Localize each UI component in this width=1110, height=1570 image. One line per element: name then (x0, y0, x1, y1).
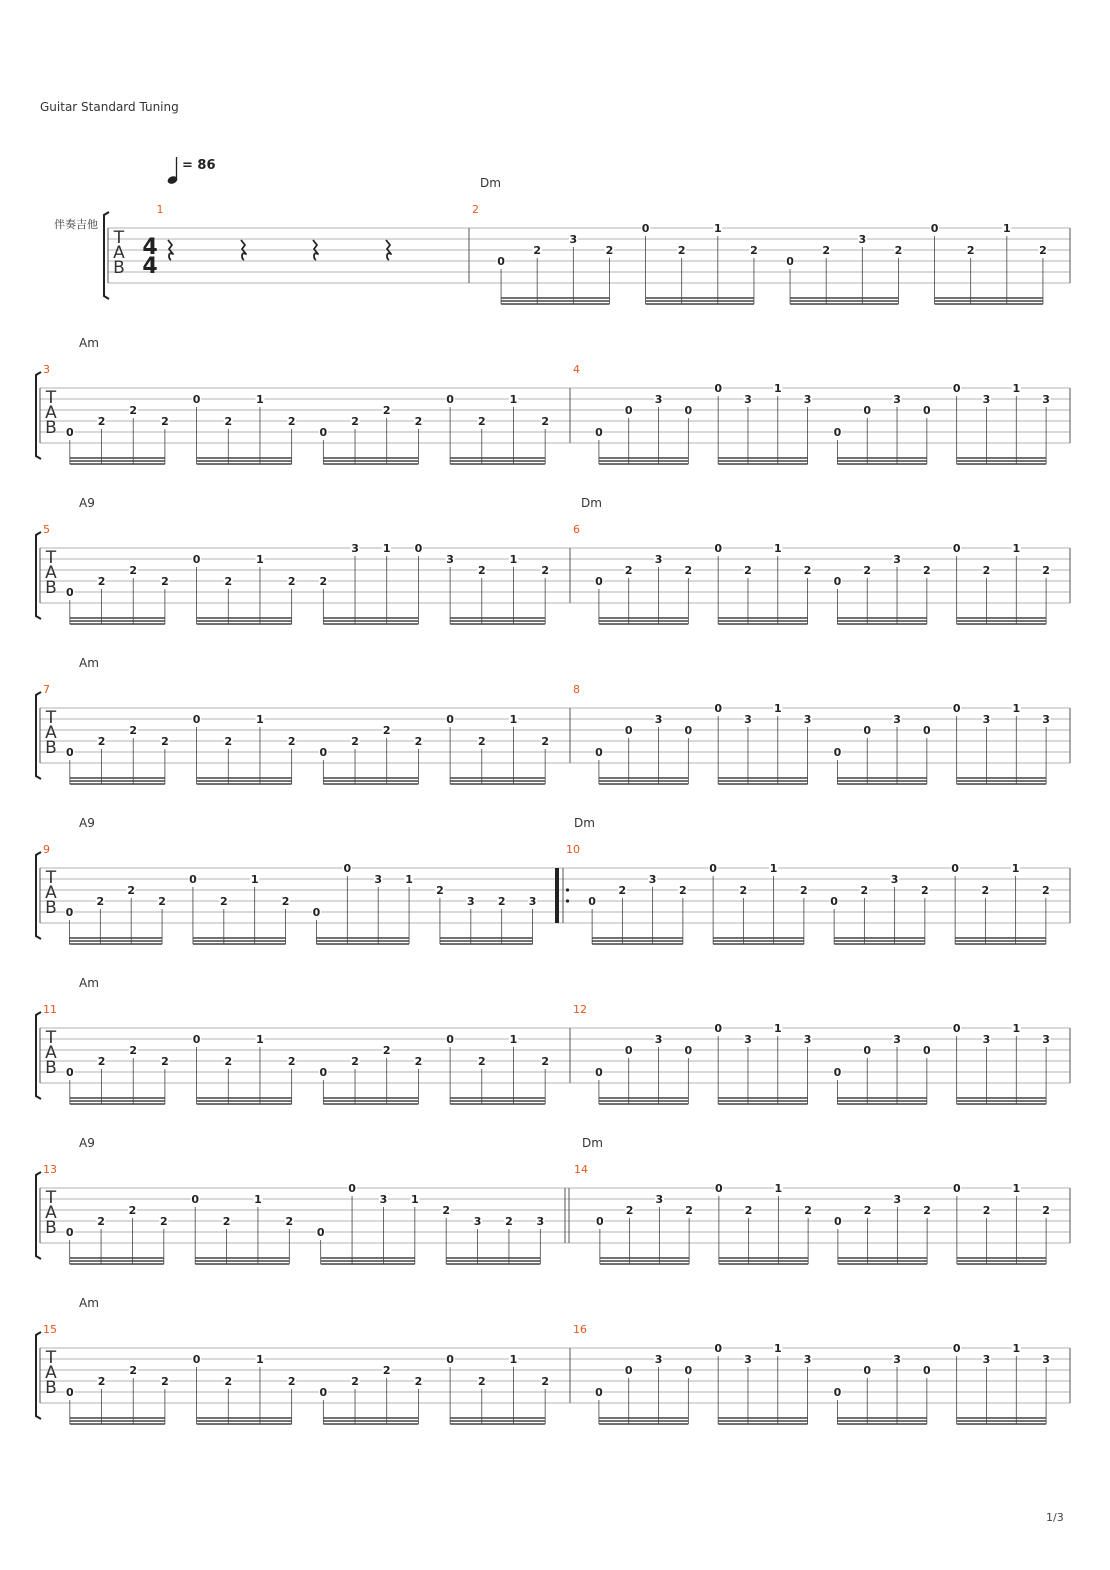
fret-number: 3 (569, 233, 578, 246)
fret-number: 1 (773, 1342, 782, 1355)
fret-number: 0 (497, 255, 505, 268)
fret-number: 2 (129, 724, 138, 737)
fret-number: 1 (1011, 862, 1020, 875)
chord-name: A9 (79, 1136, 95, 1150)
fret-number: 0 (923, 1364, 931, 1377)
fret-number: 3 (744, 1033, 752, 1046)
fret-number: 3 (446, 553, 454, 566)
fret-number: 3 (1042, 1033, 1050, 1046)
measure-number: 9 (43, 843, 50, 856)
measure-number: 13 (43, 1163, 57, 1176)
tab-clef-letter: A (45, 1203, 57, 1223)
fret-number: 0 (595, 575, 603, 588)
fret-number: 0 (923, 1044, 931, 1057)
fret-number: 0 (192, 393, 201, 406)
fret-number: 3 (1042, 393, 1050, 406)
fret-number: 1 (773, 542, 782, 555)
fret-number: 3 (536, 1215, 545, 1228)
fret-number: 2 (982, 564, 991, 577)
fret-number: 2 (287, 575, 296, 588)
tab-clef-letter: A (45, 1043, 57, 1063)
tab-clef-letter: T (45, 1188, 57, 1208)
measure-number: 10 (566, 843, 580, 856)
fret-number: 0 (930, 222, 939, 235)
tuning-label: Guitar Standard Tuning (40, 100, 179, 114)
fret-number: 2 (685, 1204, 693, 1217)
tab-clef-letter: A (45, 1363, 57, 1383)
fret-number: 2 (863, 564, 872, 577)
fret-number: 3 (890, 873, 899, 886)
fret-number: 2 (497, 895, 506, 908)
fret-number: 3 (982, 713, 991, 726)
fret-number: 3 (654, 713, 663, 726)
tab-clef-letter: A (45, 563, 57, 583)
fret-number: 2 (625, 1204, 634, 1217)
fret-number: 2 (97, 575, 106, 588)
fret-number: 2 (351, 1055, 359, 1068)
fret-number: 0 (191, 1193, 200, 1206)
fret-number: 2 (224, 415, 233, 428)
fret-number: 2 (1039, 244, 1047, 257)
fret-number: 1 (250, 873, 259, 886)
chord-name: Am (79, 656, 99, 670)
fret-number: 0 (863, 1364, 872, 1377)
fret-number: 2 (677, 244, 686, 257)
fret-number: 2 (96, 895, 105, 908)
measure-number: 14 (574, 1163, 588, 1176)
fret-number: 3 (893, 1353, 901, 1366)
chord-name: Am (79, 336, 99, 350)
fret-number: 2 (161, 1055, 169, 1068)
fret-number: 2 (442, 1204, 451, 1217)
fret-number: 0 (952, 382, 961, 395)
fret-number: 2 (128, 1204, 137, 1217)
fret-number: 2 (224, 1055, 233, 1068)
fret-number: 2 (97, 1375, 106, 1388)
fret-number: 3 (982, 1033, 991, 1046)
fret-number: 3 (473, 1215, 482, 1228)
fret-number: 3 (893, 1033, 901, 1046)
fret-number: 2 (97, 735, 106, 748)
tab-clef-letter: T (45, 388, 57, 408)
fret-number: 2 (981, 884, 990, 897)
tab-clef-letter: T (45, 708, 57, 728)
fret-number: 0 (714, 1342, 722, 1355)
chord-name: A9 (79, 496, 95, 510)
fret-number: 0 (951, 862, 959, 875)
fret-number: 2 (129, 564, 138, 577)
fret-number: 2 (541, 1055, 549, 1068)
fret-number: 2 (618, 884, 627, 897)
fret-number: 2 (161, 1375, 169, 1388)
fret-number: 2 (477, 1055, 486, 1068)
fret-number: 2 (436, 884, 444, 897)
fret-number: 3 (528, 895, 537, 908)
tempo-value: = 86 (182, 158, 216, 173)
fret-number: 2 (744, 1204, 753, 1217)
fret-number: 2 (414, 415, 423, 428)
fret-number: 0 (192, 553, 201, 566)
fret-number: 2 (739, 884, 748, 897)
fret-number: 2 (414, 1055, 423, 1068)
fret-number: 2 (382, 724, 391, 737)
fret-number: 3 (1042, 1353, 1050, 1366)
tab-clef-letter: T (45, 868, 57, 888)
fret-number: 1 (382, 542, 391, 555)
fret-number: 0 (414, 542, 423, 555)
chord-name: Am (79, 976, 99, 990)
fret-number: 3 (379, 1193, 388, 1206)
fret-number: 0 (189, 873, 197, 886)
fret-number: 1 (1012, 1022, 1021, 1035)
fret-number: 2 (285, 1215, 294, 1228)
fret-number: 0 (66, 426, 74, 439)
tab-clef-letter: A (45, 723, 57, 743)
fret-number: 2 (129, 1044, 138, 1057)
fret-number: 2 (287, 735, 296, 748)
fret-number: 0 (595, 1386, 603, 1399)
fret-number: 0 (446, 713, 454, 726)
fret-number: 2 (224, 575, 233, 588)
fret-number: 2 (533, 244, 542, 257)
fret-number: 0 (319, 426, 328, 439)
fret-number: 3 (374, 873, 383, 886)
fret-number: 0 (446, 1353, 454, 1366)
fret-number: 2 (287, 1055, 296, 1068)
fret-number: 0 (595, 426, 603, 439)
fret-number: 2 (803, 564, 812, 577)
fret-number: 3 (803, 1033, 812, 1046)
fret-number: 0 (714, 382, 722, 395)
fret-number: 2 (541, 1375, 549, 1388)
fret-number: 1 (256, 393, 264, 406)
fret-number: 3 (803, 713, 812, 726)
fret-number: 3 (654, 553, 663, 566)
fret-number: 3 (744, 393, 752, 406)
fret-number: 0 (833, 575, 842, 588)
fret-number: 0 (923, 724, 931, 737)
fret-number: 0 (595, 1066, 603, 1079)
tab-clef-letter: B (45, 738, 57, 758)
fret-number: 3 (654, 393, 663, 406)
measure-number: 5 (43, 523, 50, 536)
tab-clef-letter: T (45, 548, 57, 568)
instrument-name: 伴奏吉他 (54, 218, 98, 231)
fret-number: 1 (1012, 382, 1021, 395)
fret-number: 0 (446, 1033, 454, 1046)
fret-number: 0 (834, 1215, 842, 1228)
fret-number: 1 (774, 1182, 783, 1195)
fret-number: 1 (509, 1033, 518, 1046)
fret-number: 2 (923, 564, 931, 577)
fret-number: 2 (477, 735, 486, 748)
fret-number: 1 (1002, 222, 1011, 235)
fret-number: 2 (161, 735, 169, 748)
fret-number: 1 (509, 1353, 518, 1366)
fret-number: 2 (351, 735, 359, 748)
measure-number: 7 (43, 683, 50, 696)
tab-clef-letter: T (45, 1028, 57, 1048)
page-number: 1/3 (1046, 1511, 1064, 1524)
fret-number: 0 (588, 895, 596, 908)
fret-number: 2 (351, 415, 359, 428)
fret-number: 3 (803, 393, 812, 406)
fret-number: 1 (405, 873, 413, 886)
fret-number: 0 (684, 724, 693, 737)
measure-number: 1 (156, 203, 164, 216)
fret-number: 0 (624, 1364, 633, 1377)
fret-number: 3 (1042, 713, 1050, 726)
fret-number: 2 (505, 1215, 513, 1228)
fret-number: 0 (863, 1044, 872, 1057)
tab-clef-letter: B (113, 258, 125, 278)
tab-clef-letter: B (45, 578, 57, 598)
measure-number: 2 (472, 203, 479, 216)
tab-clef-letter: A (113, 243, 125, 263)
fret-number: 0 (595, 746, 603, 759)
fret-number: 2 (97, 1055, 106, 1068)
fret-number: 2 (684, 564, 693, 577)
measure-number: 16 (573, 1323, 587, 1336)
fret-number: 2 (1042, 564, 1050, 577)
measure-number: 6 (573, 523, 580, 536)
fret-number: 2 (158, 895, 166, 908)
fret-number: 2 (382, 1364, 391, 1377)
fret-number: 0 (624, 1044, 633, 1057)
fret-number: 0 (833, 426, 842, 439)
fret-number: 0 (952, 1342, 961, 1355)
fret-number: 2 (414, 1375, 423, 1388)
measure-number: 8 (573, 683, 580, 696)
fret-number: 2 (224, 735, 233, 748)
fret-number: 0 (863, 404, 872, 417)
fret-number: 3 (654, 1033, 663, 1046)
fret-number: 0 (624, 724, 633, 737)
fret-number: 0 (192, 713, 201, 726)
fret-number: 2 (219, 895, 228, 908)
fret-number: 0 (684, 1044, 693, 1057)
measure-number: 4 (573, 363, 580, 376)
fret-number: 1 (773, 382, 782, 395)
fret-number: 2 (287, 1375, 296, 1388)
fret-number: 1 (256, 1033, 264, 1046)
tab-clef-letter: B (45, 1218, 57, 1238)
measure-number: 3 (43, 363, 50, 376)
fret-number: 0 (714, 702, 722, 715)
fret-number: 1 (410, 1193, 419, 1206)
fret-number: 2 (161, 415, 169, 428)
fret-number: 0 (316, 1226, 325, 1239)
tab-clef-letter: T (113, 228, 125, 248)
fret-number: 3 (982, 1353, 991, 1366)
fret-number: 3 (893, 393, 901, 406)
fret-number: 2 (1042, 884, 1050, 897)
measure-number: 12 (573, 1003, 587, 1016)
fret-number: 0 (952, 702, 961, 715)
fret-number: 2 (923, 1204, 931, 1217)
repeat-dot (566, 899, 569, 902)
fret-number: 2 (97, 1215, 105, 1228)
fret-number: 2 (541, 564, 549, 577)
fret-number: 2 (863, 1204, 872, 1217)
fret-number: 0 (714, 1022, 722, 1035)
fret-number: 0 (66, 746, 74, 759)
fret-number: 0 (343, 862, 352, 875)
fret-number: 0 (863, 724, 872, 737)
fret-number: 2 (982, 1204, 991, 1217)
tab-clef-letter: A (45, 883, 57, 903)
fret-number: 1 (1012, 702, 1021, 715)
fret-number: 0 (952, 542, 961, 555)
fret-number: 1 (256, 553, 264, 566)
fret-number: 1 (509, 393, 518, 406)
fret-number: 3 (648, 873, 657, 886)
fret-number: 3 (654, 1353, 663, 1366)
fret-number: 1 (256, 1353, 264, 1366)
fret-number: 2 (382, 404, 391, 417)
fret-number: 2 (222, 1215, 231, 1228)
fret-number: 2 (624, 564, 633, 577)
fret-number: 0 (624, 404, 633, 417)
fret-number: 0 (319, 746, 328, 759)
chord-name: Dm (582, 1136, 603, 1150)
fret-number: 0 (684, 404, 693, 417)
fret-number: 2 (129, 1364, 138, 1377)
fret-number: 0 (66, 1066, 74, 1079)
measure-number: 11 (43, 1003, 57, 1016)
fret-number: 0 (923, 404, 931, 417)
fret-number: 0 (953, 1182, 961, 1195)
repeat-dot (566, 888, 569, 891)
fret-number: 2 (822, 244, 831, 257)
fret-number: 2 (750, 244, 758, 257)
fret-number: 3 (893, 713, 901, 726)
fret-number: 2 (224, 1375, 233, 1388)
fret-number: 2 (966, 244, 975, 257)
fret-number: 2 (679, 884, 687, 897)
fret-number: 0 (446, 393, 454, 406)
chord-name: A9 (79, 816, 95, 830)
tab-clef-letter: B (45, 1378, 57, 1398)
fret-number: 1 (1012, 1342, 1021, 1355)
fret-number: 0 (684, 1364, 693, 1377)
fret-number: 1 (509, 713, 518, 726)
fret-number: 2 (351, 1375, 359, 1388)
tab-clef-letter: B (45, 898, 57, 918)
fret-number: 3 (466, 895, 475, 908)
fret-number: 0 (709, 862, 717, 875)
fret-number: 2 (414, 735, 423, 748)
fret-number: 2 (894, 244, 903, 257)
fret-number: 3 (982, 393, 991, 406)
chord-name: Dm (480, 176, 501, 190)
fret-number: 3 (351, 542, 359, 555)
fret-number: 2 (921, 884, 929, 897)
fret-number: 2 (161, 575, 169, 588)
fret-number: 2 (129, 404, 138, 417)
fret-number: 2 (97, 415, 106, 428)
fret-number: 1 (256, 713, 264, 726)
fret-number: 1 (769, 862, 778, 875)
fret-number: 0 (833, 1066, 842, 1079)
fret-number: 0 (830, 895, 838, 908)
fret-number: 2 (477, 564, 486, 577)
fret-number: 0 (66, 586, 74, 599)
fret-number: 0 (641, 222, 650, 235)
fret-number: 0 (66, 1386, 74, 1399)
fret-number: 0 (596, 1215, 604, 1228)
fret-number: 0 (65, 1226, 74, 1239)
chord-name: Am (79, 1296, 99, 1310)
fret-number: 0 (348, 1182, 356, 1195)
fret-number: 3 (893, 1193, 902, 1206)
fret-number: 2 (319, 575, 328, 588)
fret-number: 1 (773, 1022, 782, 1035)
fret-number: 3 (744, 713, 752, 726)
fret-number: 2 (127, 884, 136, 897)
fret-number: 0 (833, 1386, 842, 1399)
fret-number: 0 (65, 906, 74, 919)
fret-number: 2 (287, 415, 296, 428)
tab-clef-letter: A (45, 403, 57, 423)
fret-number: 0 (192, 1353, 201, 1366)
fret-number: 3 (858, 233, 867, 246)
tab-clef-letter: T (45, 1348, 57, 1368)
fret-number: 2 (1042, 1204, 1050, 1217)
fret-number: 0 (319, 1066, 328, 1079)
fret-number: 1 (713, 222, 722, 235)
fret-number: 0 (319, 1386, 328, 1399)
fret-number: 0 (786, 255, 794, 268)
fret-number: 2 (477, 1375, 486, 1388)
fret-number: 2 (744, 564, 752, 577)
measure-number: 15 (43, 1323, 57, 1336)
fret-number: 0 (312, 906, 321, 919)
fret-number: 0 (952, 1022, 961, 1035)
fret-number: 2 (605, 244, 614, 257)
tab-clef-letter: B (45, 1058, 57, 1078)
fret-number: 1 (254, 1193, 262, 1206)
fret-number: 1 (773, 702, 782, 715)
fret-number: 1 (1012, 1182, 1021, 1195)
fret-number: 3 (803, 1353, 812, 1366)
fret-number: 2 (860, 884, 869, 897)
chord-name: Dm (574, 816, 595, 830)
time-signature-bottom: 4 (142, 254, 158, 279)
fret-number: 2 (541, 735, 549, 748)
fret-number: 3 (744, 1353, 752, 1366)
fret-number: 0 (715, 1182, 723, 1195)
fret-number: 0 (833, 746, 842, 759)
chord-name: Dm (581, 496, 602, 510)
fret-number: 2 (541, 415, 549, 428)
fret-number: 2 (804, 1204, 812, 1217)
fret-number: 3 (893, 553, 901, 566)
fret-number: 2 (477, 415, 486, 428)
tab-clef-letter: B (45, 418, 57, 438)
time-signature-top: 4 (142, 235, 158, 260)
fret-number: 1 (509, 553, 518, 566)
fret-number: 2 (281, 895, 290, 908)
fret-number: 0 (714, 542, 722, 555)
fret-number: 2 (382, 1044, 391, 1057)
fret-number: 0 (192, 1033, 201, 1046)
fret-number: 1 (1012, 542, 1021, 555)
fret-number: 2 (159, 1215, 168, 1228)
fret-number: 3 (655, 1193, 664, 1206)
fret-number: 2 (800, 884, 808, 897)
